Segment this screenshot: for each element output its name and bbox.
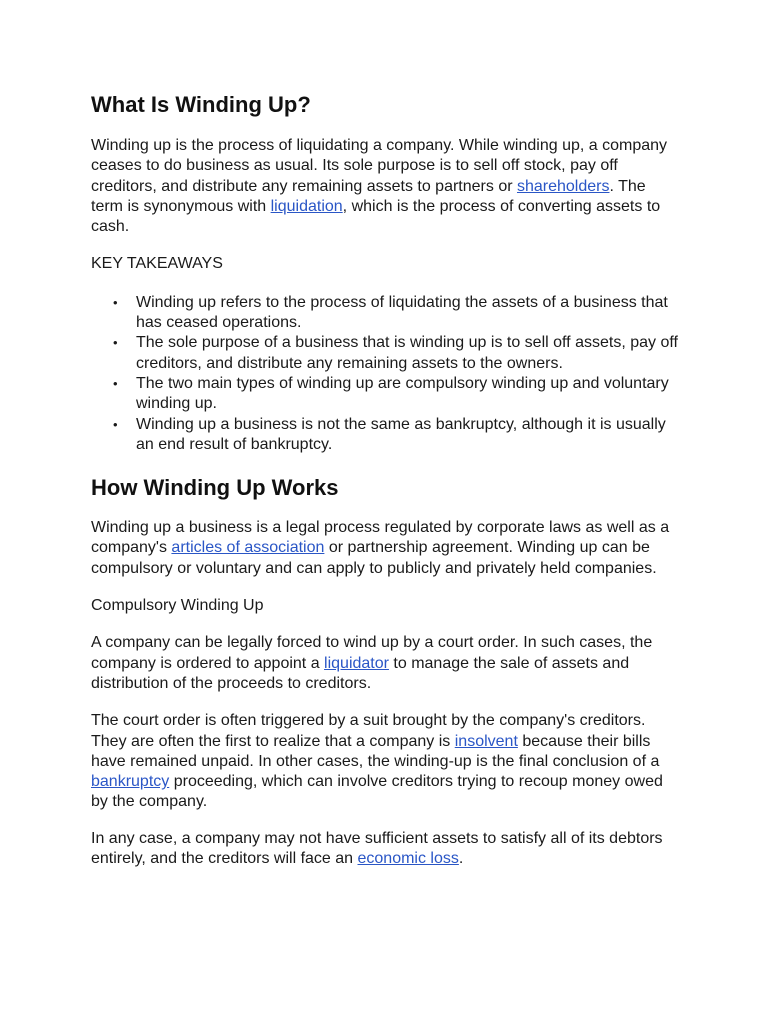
bullet-icon: •	[113, 335, 118, 351]
bullet-icon: •	[113, 375, 118, 391]
bullet-icon: •	[113, 294, 118, 310]
takeaway-text: The sole purpose of a business that is winding up is to sell off assets, pay off creditors, and distribute any remaining assets to the owners.	[136, 334, 678, 372]
economic-loss-text-1: In any case, a company may not have sufficient assets to satisfy all of its debtors entirely, and the creditors will face an	[91, 829, 663, 868]
economic-loss-paragraph	[91, 829, 681, 870]
creditors-text-1: The court order is often triggered by a suit brought by the company's creditors. They are often the first to realize that a company is	[91, 712, 646, 750]
link-shareholders[interactable]: shareholders	[516, 177, 610, 195]
court-order-paragraph	[91, 633, 681, 694]
heading-how-winding-up-works: How Winding Up Works	[91, 475, 339, 501]
creditors-text-2: because their bills have remained unpaid. In other cases, the winding-up is the final conclusion of a	[91, 732, 660, 770]
economic-loss-text-2: .	[458, 850, 464, 868]
link-liquidation[interactable]: liquidation	[270, 197, 343, 215]
court-order-text-1: A company can be legally forced to wind up by a court order. In such cases, the company is ordered to appoint a	[91, 634, 653, 672]
intro-text-3: , which is the process of converting assets to cash.	[91, 197, 661, 236]
how-works-text-1: Winding up a business is a legal process regulated by corporate laws as well as a company's	[91, 519, 670, 557]
creditors-paragraph	[91, 711, 681, 812]
link-articles-of-association[interactable]: articles of association	[171, 539, 325, 557]
key-takeaways-label: KEY TAKEAWAYS	[91, 255, 223, 273]
takeaways-list	[91, 293, 681, 455]
takeaway-item	[113, 374, 681, 415]
takeaway-text: The two main types of winding up are compulsory winding up and voluntary winding up.	[136, 374, 669, 413]
court-order-text-2: to manage the sale of assets and distribution of the proceeds to creditors.	[91, 654, 630, 692]
intro-paragraph	[91, 136, 681, 237]
takeaway-item	[113, 415, 681, 456]
intro-text-1: Winding up is the process of liquidating a company. While winding up, a company ceases to do business as usual. Its sole purpose is to sell off stock, pay off creditors, and distribute any remaining assets to partners or	[91, 137, 668, 195]
heading-what-is-winding-up: What Is Winding Up?	[91, 92, 311, 117]
link-bankruptcy[interactable]: bankruptcy	[91, 773, 170, 791]
bullet-icon: •	[113, 416, 118, 432]
how-works-text-2: or partnership agreement. Winding up can be compulsory or voluntary and can apply to publicly and privately held companies.	[91, 539, 657, 577]
takeaway-item	[113, 293, 681, 334]
takeaway-item	[113, 333, 681, 374]
how-works-paragraph	[91, 518, 681, 579]
takeaway-text: Winding up refers to the process of liquidating the assets of a business that has ceased operations.	[136, 293, 668, 332]
link-insolvent[interactable]: insolvent	[454, 732, 518, 750]
compulsory-winding-up-subheading: Compulsory Winding Up	[91, 597, 264, 615]
link-economic-loss[interactable]: economic loss	[357, 850, 459, 868]
takeaway-text: Winding up a business is not the same as bankruptcy, although it is usually an end result of bankruptcy.	[136, 415, 666, 453]
link-liquidator[interactable]: liquidator	[324, 654, 389, 672]
creditors-text-3: proceeding, which can involve creditors trying to recoup money owed by the company.	[91, 773, 663, 811]
intro-text-2: . The term is synonymous with	[91, 177, 646, 215]
document-page	[91, 90, 681, 869]
